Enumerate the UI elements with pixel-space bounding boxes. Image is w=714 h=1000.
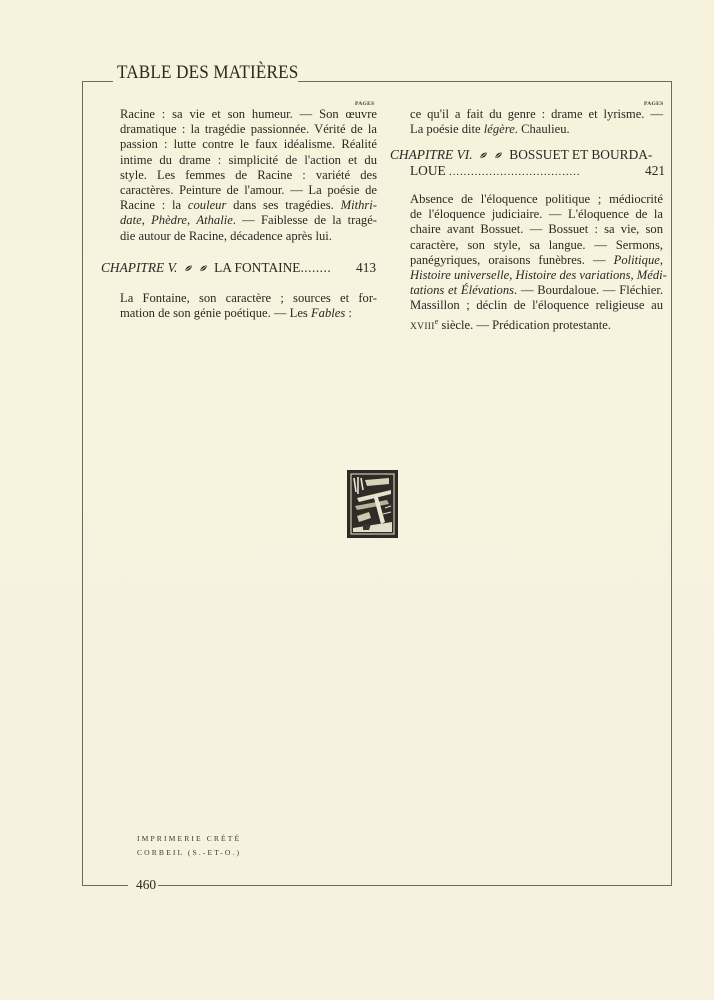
- pages-column-label-right: PAGES: [644, 101, 664, 107]
- leaf-ornament-icon: [181, 260, 211, 275]
- text-line: Histoire universelle, Histoire des variations, Médi-: [410, 268, 667, 283]
- chapter-6-heading-line2: [410, 163, 580, 180]
- text-line: chaire avant Bossuet. — Bossuet : sa vie, son: [410, 222, 663, 237]
- text-line: panégyriques, oraisons funèbres. — Politique,: [410, 252, 663, 267]
- chapter-6-page-number: 421: [645, 163, 666, 178]
- dot-leader: ....................................: [449, 166, 581, 178]
- text-line: style. Les femmes de Racine : variété des: [120, 167, 377, 182]
- frame-right-rule: [671, 81, 672, 885]
- text-line: tations et Élévations. — Bourdaloue. — Fléchier.: [410, 283, 663, 298]
- text-line: date, Phèdre, Athalie. — Faiblesse de la tragé-: [120, 213, 377, 228]
- text-line: de l'éloquence judiciaire. — L'éloquence de la: [410, 207, 663, 222]
- chapter-5-page-number: 413: [356, 260, 377, 275]
- printer-imprint-line1: IMPRIMERIE CRÉTÉ: [137, 834, 242, 843]
- text-line: caractères. Peinture de l'amour. — La poésie de: [120, 183, 377, 198]
- text-line: Absence de l'éloquence politique ; médiocrité: [410, 192, 663, 206]
- chapter-6-title-line1: BOSSUET ET BOURDA-: [509, 147, 653, 162]
- woodcut-vignette-image: [347, 470, 398, 538]
- chapter-6-label: CHAPITRE VI.: [390, 147, 473, 162]
- bossuet-summary-paragraph: [410, 192, 667, 335]
- printer-imprint-line2: CORBEIL (S.-ET-O.): [137, 848, 242, 857]
- text-line: Racine : la couleur dans ses tragédies. Mithri-: [120, 198, 377, 213]
- racine-summary-paragraph: [120, 107, 377, 244]
- text-line: XVIIIe siècle. — Prédication protestante.: [410, 316, 612, 332]
- text-line: passion : lutte contre le faux idéalisme. Réalité: [120, 137, 377, 152]
- page-number: 460: [136, 877, 157, 892]
- continuation-paragraph: [410, 107, 663, 137]
- text-line: La Fontaine, son caractère ; sources et for-: [120, 291, 377, 305]
- chapter-6-title-line2: LOUE: [410, 163, 446, 178]
- text-line: Racine : sa vie et son humeur. — Son œuvre: [120, 107, 377, 121]
- text-line: ce qu'il a fait du genre : drame et lyrisme. —: [410, 107, 663, 121]
- text-line: mation de son génie poétique. — Les Fables :: [120, 306, 352, 321]
- chapter-5-label: CHAPITRE V.: [101, 260, 178, 275]
- page-title: TABLE DES MATIÈRES: [117, 62, 299, 83]
- text-line: caractère, son style, sa langue. — Sermons,: [410, 237, 663, 252]
- pages-column-label-left: PAGES: [355, 101, 375, 107]
- text-line: intime du drame : simplicité de l'action et du: [120, 152, 377, 167]
- leaf-ornament-icon: [476, 147, 506, 162]
- text-line: die autour de Racine, décadence après lui.: [120, 228, 332, 243]
- header-rule-left: [82, 81, 113, 82]
- footer-rule-right: [158, 885, 672, 886]
- footer-rule-left: [82, 885, 128, 886]
- text-line: Massillon ; déclin de l'éloquence religieuse au: [410, 298, 663, 313]
- header-rule-right: [298, 81, 672, 82]
- text-line: dramatique : la tragédie passionnée. Vérité de la: [120, 122, 377, 137]
- dot-leader: ........: [300, 260, 332, 275]
- frame-left-rule: [82, 81, 83, 885]
- chapter-6-heading: [390, 147, 652, 163]
- chapter-5-heading: [101, 260, 331, 276]
- text-line: La poésie dite légère. Chaulieu.: [410, 122, 570, 137]
- woodcut-illustration-icon: [349, 472, 396, 536]
- chapter-5-title: LA FONTAINE: [214, 260, 301, 275]
- fontaine-summary-paragraph: [120, 291, 377, 321]
